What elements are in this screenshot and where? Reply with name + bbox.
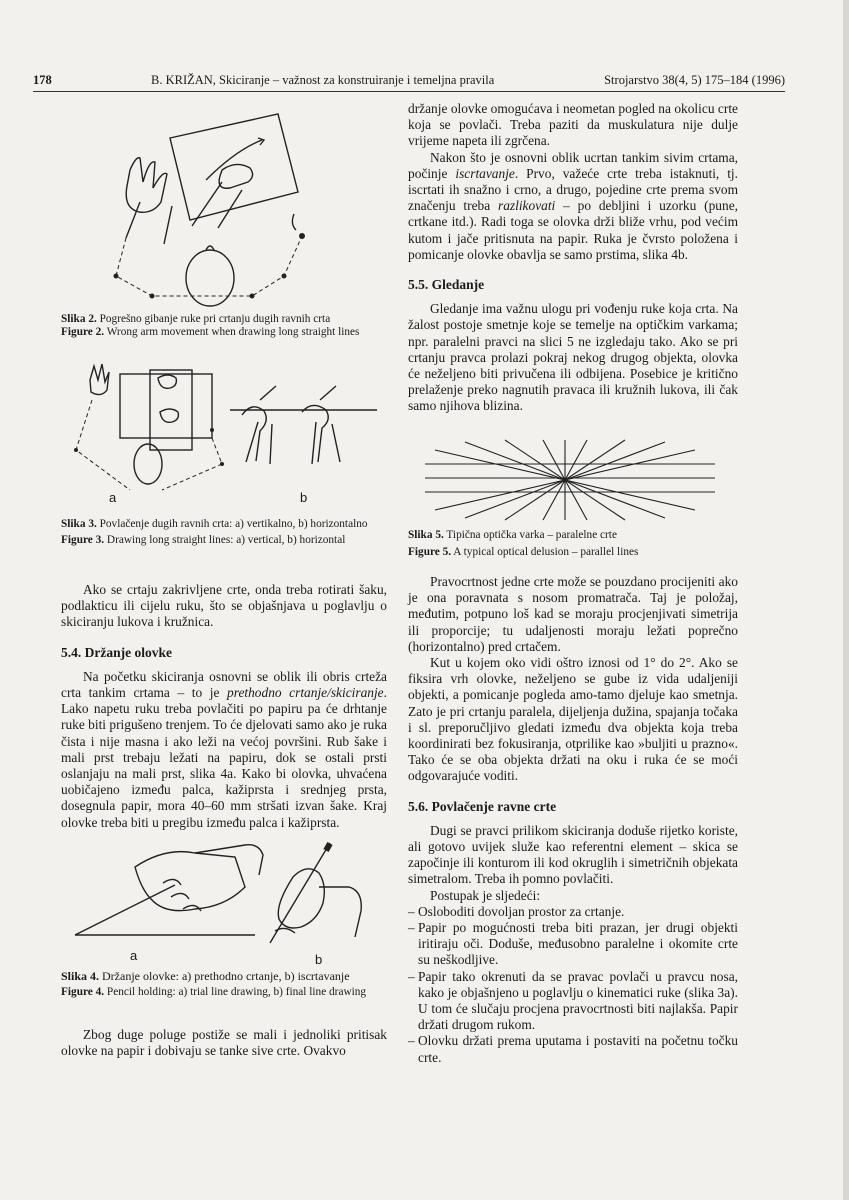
section-5-4-heading: 5.4. Držanje olovke [61,644,172,660]
fig3-label-a: a [109,490,117,505]
list-item: – Olovku držati prema uputama i postaviti na početnu točku crte. [408,1033,738,1065]
fig5-caption-hr: Tipična optička varka – paralelne crte [446,529,617,541]
left-paragraph-3: Zbog duge poluge postiže se mali i jednoliki pritisak olovke na papir i dobivaju se tanke sive crte. Ovakvo [61,1027,387,1059]
fig5-caption-hr-label: Slika 5. [408,529,444,541]
fig4-caption-en: Pencil holding: a) trial line drawing, b) final line drawing [106,986,367,999]
figure-3-illustration [62,360,392,490]
right-paragraph-2 [408,150,738,263]
scan-edge [843,0,849,1200]
header-rule [33,91,785,92]
figure-3-caption [61,518,387,547]
left-column-text [61,582,387,831]
left-paragraph-2-em: prethodno crtanje/skiciranje [227,685,384,701]
right-paragraph-2-em1: iscrtavanje [455,165,515,181]
fig2-caption-en: Wrong arm movement when drawing long straight lines [106,326,360,339]
section-5-6-heading: 5.6. Povlačenje ravne crte [408,798,557,814]
figure-2-caption [61,313,387,339]
right-paragraph-4: Pravocrtnost jedne crte može se pouzdano procijeniti ako je ona poravnata s nosom promatrača. Taj je položaj, međutim, potpuno loš kad se moraju procjenjivati simetrija ili proporcije; tu udaljenosti moraju ležati poprečno (horizontalno) pred crtačem. [408,574,738,654]
fig5-caption-en-label: Figure 5. [408,546,452,559]
fig3-caption-hr: Povlačenje dugih ravnih crta: a) vertikalno, b) horizontalno [99,518,368,530]
right-paragraph-2-b: . Prvo, važeće crte treba istaknuti, tj. iscrtati ih snažno i crno, a drugo, pojedine crte prema svom značenju treba [408,165,738,214]
fig2-caption-en-label: Figure 2. [61,326,105,339]
right-column-text-top [408,101,738,415]
figure-2-illustration [110,110,320,310]
fig2-caption-hr-label: Slika 2. [61,313,97,325]
fig3-caption-en-label: Figure 3. [61,534,105,547]
left-paragraph-1: Ako se crtaju zakrivljene crte, onda treba rotirati šaku, podlakticu ili cijelu ruku, što se objašnjava u poglavlju o skiciranju lukova i kružnica. [61,582,387,630]
figure-4-caption [61,970,387,999]
list-item: – Osloboditi dovoljan prostor za crtanje. [408,904,738,920]
figure-5-caption [408,529,738,559]
left-paragraph-2 [61,669,387,831]
fig5-caption-en: A typical optical delusion – parallel lines [453,546,639,559]
list-item: – Papir po mogućnosti treba biti prazan, jer drugi objekti iritiraju oči. Doduše, međusobno paralelne i okomite crte su neškodljive. [408,920,738,969]
left-paragraph-2-b: . Lako napetu ruku treba povlačiti po papiru pa će drhtanje ruke biti prigušeno trenjem. To će djelovati samo ako je ruka čista i nije masna i ako leži na većoj površini. Rub šake i mali prst trebaju ležati na papiru, dok se ostali prsti oslanjaju na mali prst, slika 4a. Kako bi olovka, uhvaćena uobičajeno između palca, kažiprsta i srednjeg prsta, dosegnula papir, mora 40–60 mm stršati izvan šake. Kraj olovke treba biti u pregibu između palca i kažiprsta. [61,685,387,830]
right-paragraph-1: držanje olovke omogućava i neometan pogled na okolicu crte koja se povlači. Treba paziti da muskulatura nije dulje vrijeme napeta ili zgrčena. [408,101,738,149]
right-paragraph-2-a: Nakon što je osnovni oblik ucrtan tankim sivim crtama, počinje [408,149,738,181]
figure-4-illustration [75,843,385,953]
fig3-caption-en: Drawing long straight lines: a) vertical, b) horizontal [106,534,346,547]
section-5-5-heading: 5.5. Gledanje [408,277,485,293]
fig4-label-b: b [315,952,323,967]
left-paragraph-2-a: Na početku skiciranja osnovni se oblik ili obris crteža crta tankim crtama – to je [61,668,387,701]
fig4-label-a: a [130,948,138,963]
right-column-text-bottom [408,574,738,1066]
fig3-caption-hr-label: Slika 3. [61,518,97,530]
fig4-caption-hr-label: Slika 4. [61,969,100,983]
right-paragraph-5: Kut u kojem oko vidi oštro iznosi od 1° do 2°. Ako se fiksira vrh olovke, neželjeno se gube iz vida udaljeniji objekti, a pomicanje pogleda amo-tamo djeluje kao smetnja. Zato je pri crtanju paralela, dijeljenja dužina, spajanja točaka i sl. preporučljivo gledati između dva objekta koja treba koordinirati bez fokusiranja, otprilike kao »buljiti u prazno«. Tako će se oba objekta držati na oku i ruka će se moći odgovarajuće voditi. [408,655,738,784]
right-paragraph-6: Dugi se pravci prilikom skiciranja doduše rijetko koriste, ali gotovo uvijek služe kao referentni element – skica se započinje ili konturom ili kod okruglih i simetričnih objekata simetralom. Treba ih pomno povlačiti. [408,822,738,887]
procedure-list [408,904,738,1066]
page-number: 178 [33,73,52,87]
right-paragraph-2-em2: razlikovati [498,198,556,214]
left-column-text-bottom [61,1027,387,1059]
right-paragraph-7: Postupak je sljedeći: [430,887,541,903]
fig4-caption-hr: Držanje olovke: a) prethodno crtanje, b) iscrtavanje [102,969,350,983]
fig4-caption-en-label: Figure 4. [61,986,105,999]
right-paragraph-3: Gledanje ima važnu ulogu pri vođenju ruke koja crta. Na žalost postoje smetnje koje se temelje na optičkim varkama; npr. paralelni pravci na slici 5 ne izgledaju tako. Ako se pri crtanju pravca prolazi pokraj nekog drugog objekta, olovka će neželjeno biti privučena ili odbijena. Posebice je kritično prelaženje preko nagnutih pravaca ili kružnih lukova, ili čak samo njihova blizina. [408,301,738,414]
list-item: – Papir tako okrenuti da se pravac povlači u pravcu nosa, kako je objašnjeno u poglavlju o kinematici ruke (slika 3a). U tom će slučaju procjena pravocrtnosti biti najlakša. Papir držati drugom rukom. [408,969,738,1034]
fig3-label-b: b [300,490,308,505]
journal-reference: Strojarstvo 38(4, 5) 175–184 (1996) [604,73,785,87]
right-paragraph-2-c: – po debljini i uzorku (pune, crtkane itd.). Radi toga se olovka drži bliže vrhu, pod većim kutom i jače pritisnuta na papir. Ruka je čvrsto položena i pomicanje olovke obavlja se samo prstima, slika 4b. [408,198,738,262]
figure-5-illustration [425,440,715,520]
fig2-caption-hr: Pogrešno gibanje ruke pri crtanju dugih ravnih crta [99,313,331,325]
article-title: B. KRIŽAN, Skiciranje – važnost za konstruiranje i temeljna pravila [151,73,495,87]
